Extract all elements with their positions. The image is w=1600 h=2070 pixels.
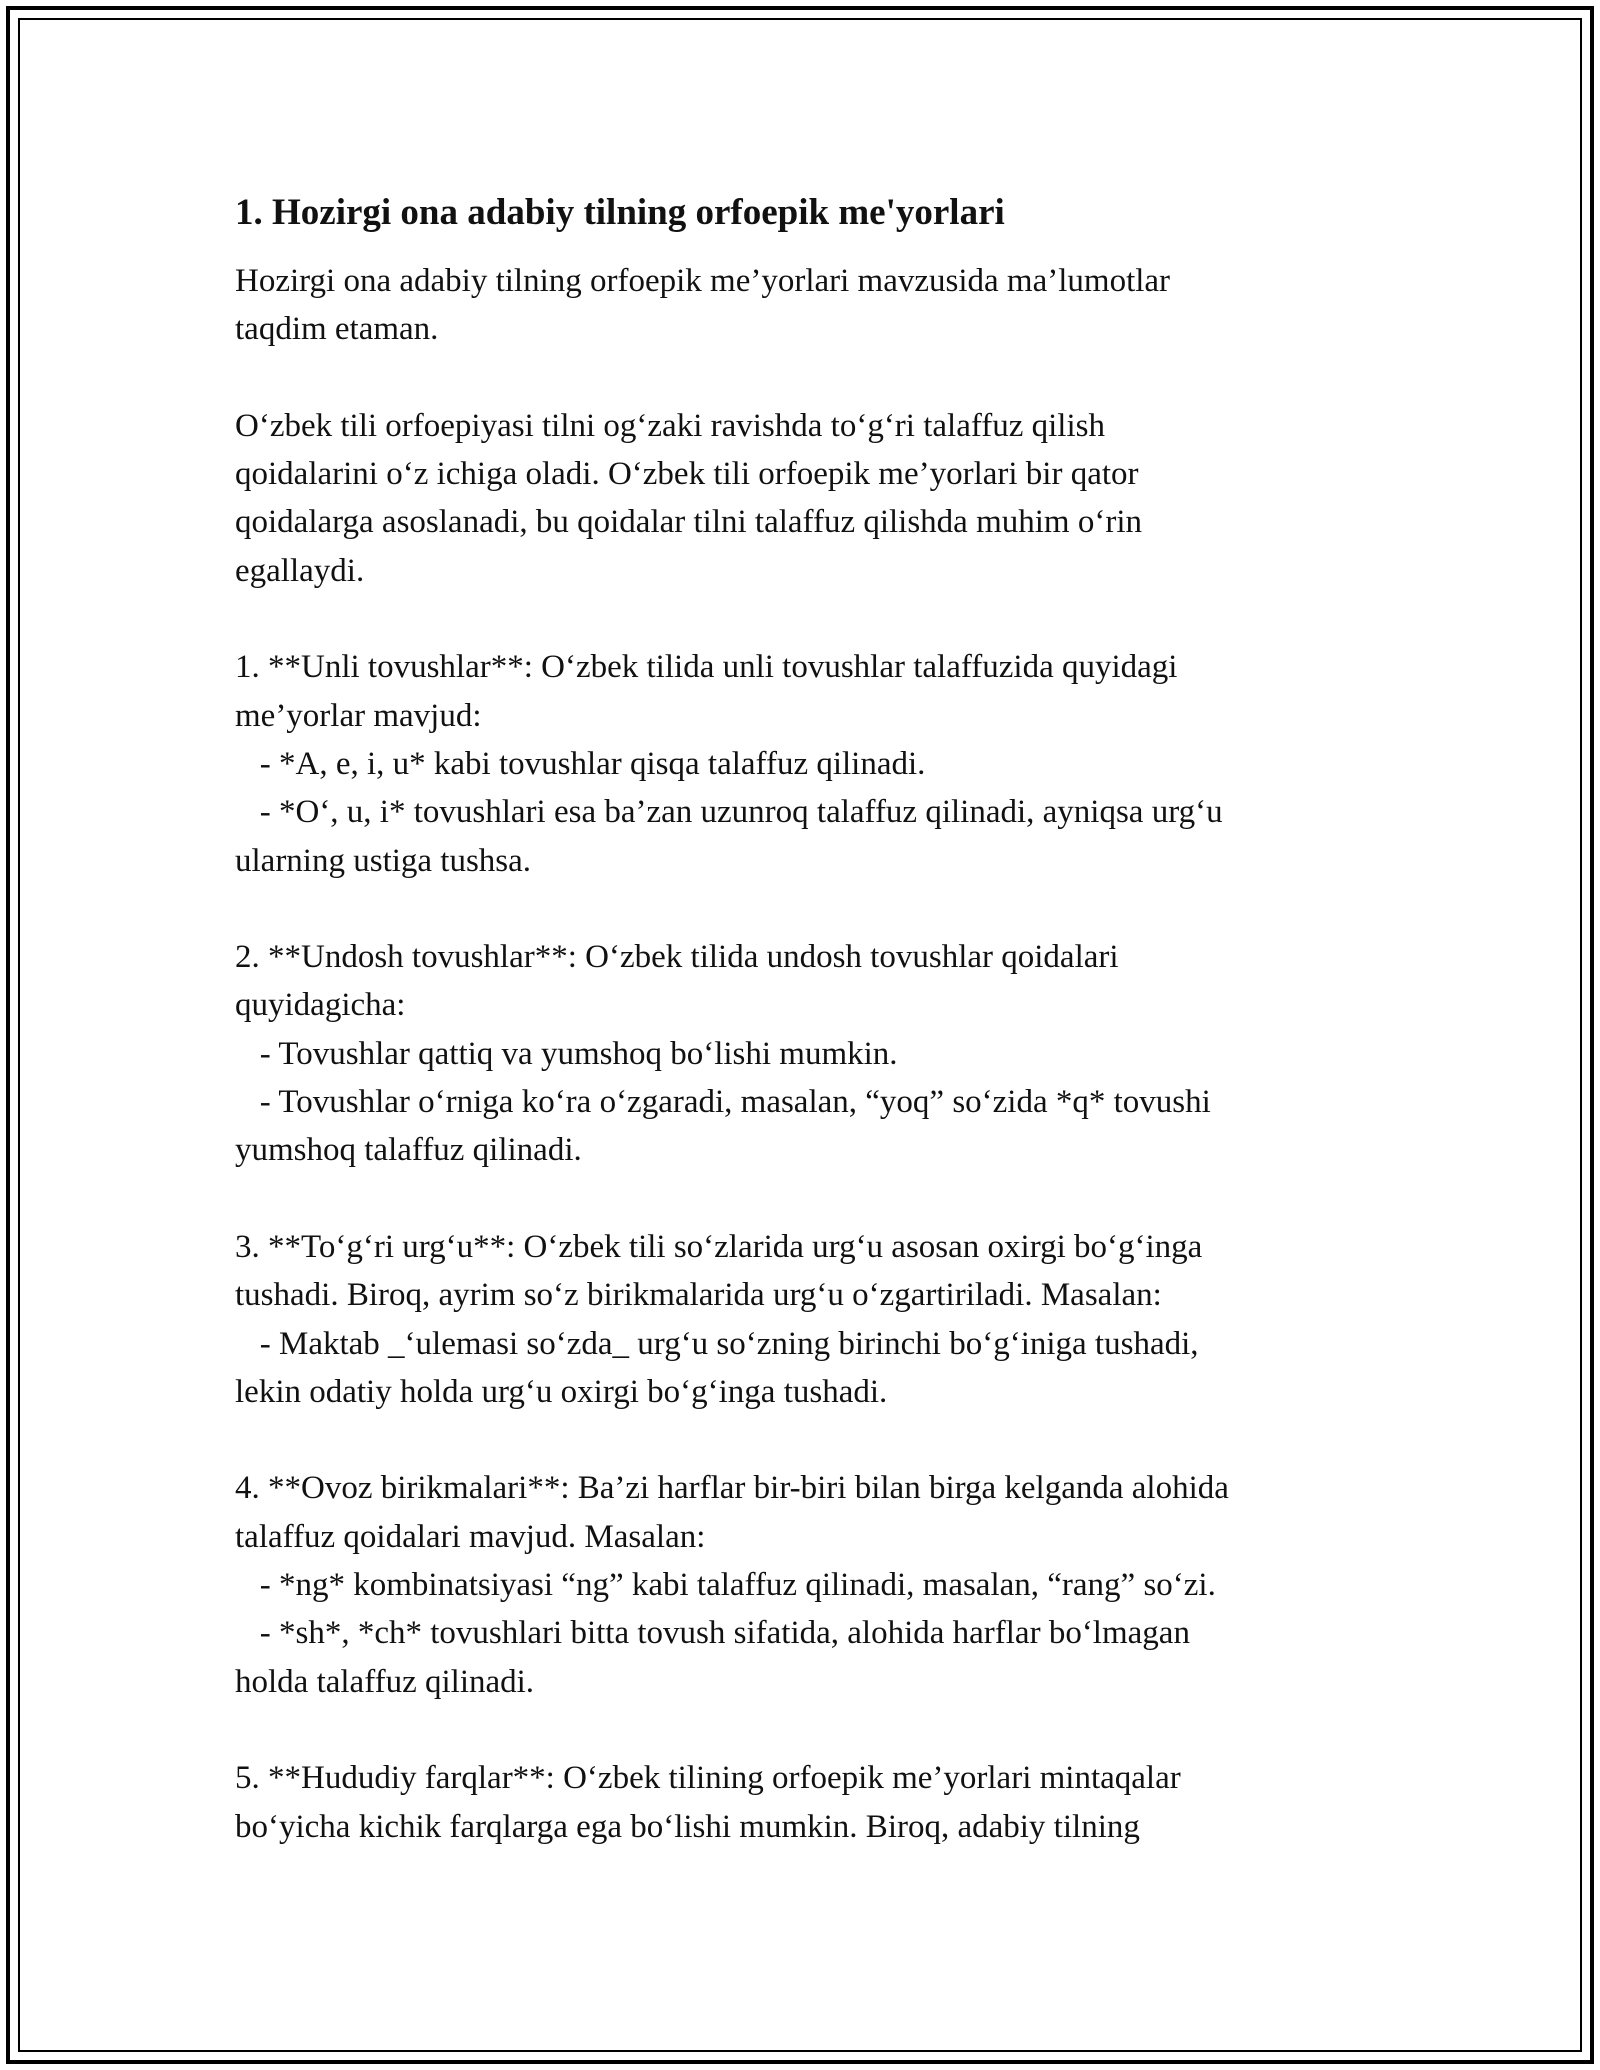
text-line: lekin odatiy holda urg‘u oxirgi bo‘g‘inga tushadi. [235,1373,888,1410]
text-line: tushadi. Biroq, ayrim so‘z birikmalarida urg‘u o‘zgartiriladi. Masalan: [235,1277,1162,1314]
text-line: 3. **To‘g‘ri urg‘u**: O‘zbek tili so‘zlarida urg‘u asosan oxirgi bo‘g‘inga [235,1228,1203,1265]
paragraph-sound-combinations [235,1464,1365,1705]
list-item-line: - Tovushlar qattiq va yumshoq bo‘lishi mumkin. [235,1035,898,1072]
paragraph-overview [235,402,1365,595]
text-line: taqdim etaman. [235,311,439,348]
list-item-line: - Maktab _‘ulemasi so‘zda_ urg‘u so‘zning birinchi bo‘g‘iniga tushadi, [235,1325,1199,1362]
text-line: 5. **Hududiy farqlar**: O‘zbek tilining orfoepik me’yorlari mintaqalar [235,1760,1181,1797]
list-item-line: - *A, e, i, u* kabi tovushlar qisqa talaffuz qilinadi. [235,745,926,782]
paragraph-stress [235,1223,1365,1416]
paragraph-vowels [235,643,1365,884]
paragraph-regional-differences [235,1754,1365,1851]
document-body [235,185,1365,1899]
text-line: egallaydi. [235,552,365,589]
text-line: talaffuz qoidalari mavjud. Masalan: [235,1518,706,1555]
text-line: holda talaffuz qilinadi. [235,1663,535,1700]
text-line: qoidalarini o‘z ichiga oladi. O‘zbek tili orfoepik me’yorlari bir qator [235,456,1139,493]
text-line: me’yorlar mavjud: [235,697,482,734]
text-line: quyidagicha: [235,987,406,1024]
text-line: 2. **Undosh tovushlar**: O‘zbek tilida undosh tovushlar qoidalari [235,939,1119,976]
list-item-line: - Tovushlar o‘rniga ko‘ra o‘zgaradi, masalan, “yoq” so‘zida *q* tovushi [235,1084,1211,1121]
list-item-line: - *sh*, *ch* tovushlari bitta tovush sifatida, alohida harflar bo‘lmagan [235,1615,1190,1652]
text-line: 4. **Ovoz birikmalari**: Ba’zi harflar bir-biri bilan birga kelganda alohida [235,1470,1229,1507]
paragraph-consonants [235,933,1365,1174]
document-title: 1. Hozirgi ona adabiy tilning orfoepik me'yorlari [235,192,1005,233]
text-line: ularning ustiga tushsa. [235,842,532,879]
text-line: O‘zbek tili orfoepiyasi tilni og‘zaki ravishda to‘g‘ri talaffuz qilish [235,407,1105,444]
text-line: yumshoq talaffuz qilinadi. [235,1132,582,1169]
paragraph-intro [235,257,1365,354]
list-item-line: - *O‘, u, i* tovushlari esa ba’zan uzunroq talaffuz qilinadi, ayniqsa urg‘u [235,794,1223,831]
list-item-line: - *ng* kombinatsiyasi “ng” kabi talaffuz qilinadi, masalan, “rang” so‘zi. [235,1567,1216,1604]
text-line: bo‘yicha kichik farqlarga ega bo‘lishi mumkin. Biroq, adabiy tilning [235,1808,1140,1845]
text-line: Hozirgi ona adabiy tilning orfoepik me’yorlari mavzusida ma’lumotlar [235,263,1171,299]
text-line: qoidalarga asoslanadi, bu qoidalar tilni talaffuz qilishda muhim o‘rin [235,504,1142,541]
text-line: 1. **Unli tovushlar**: O‘zbek tilida unli tovushlar talaffuzida quyidagi [235,649,1178,686]
